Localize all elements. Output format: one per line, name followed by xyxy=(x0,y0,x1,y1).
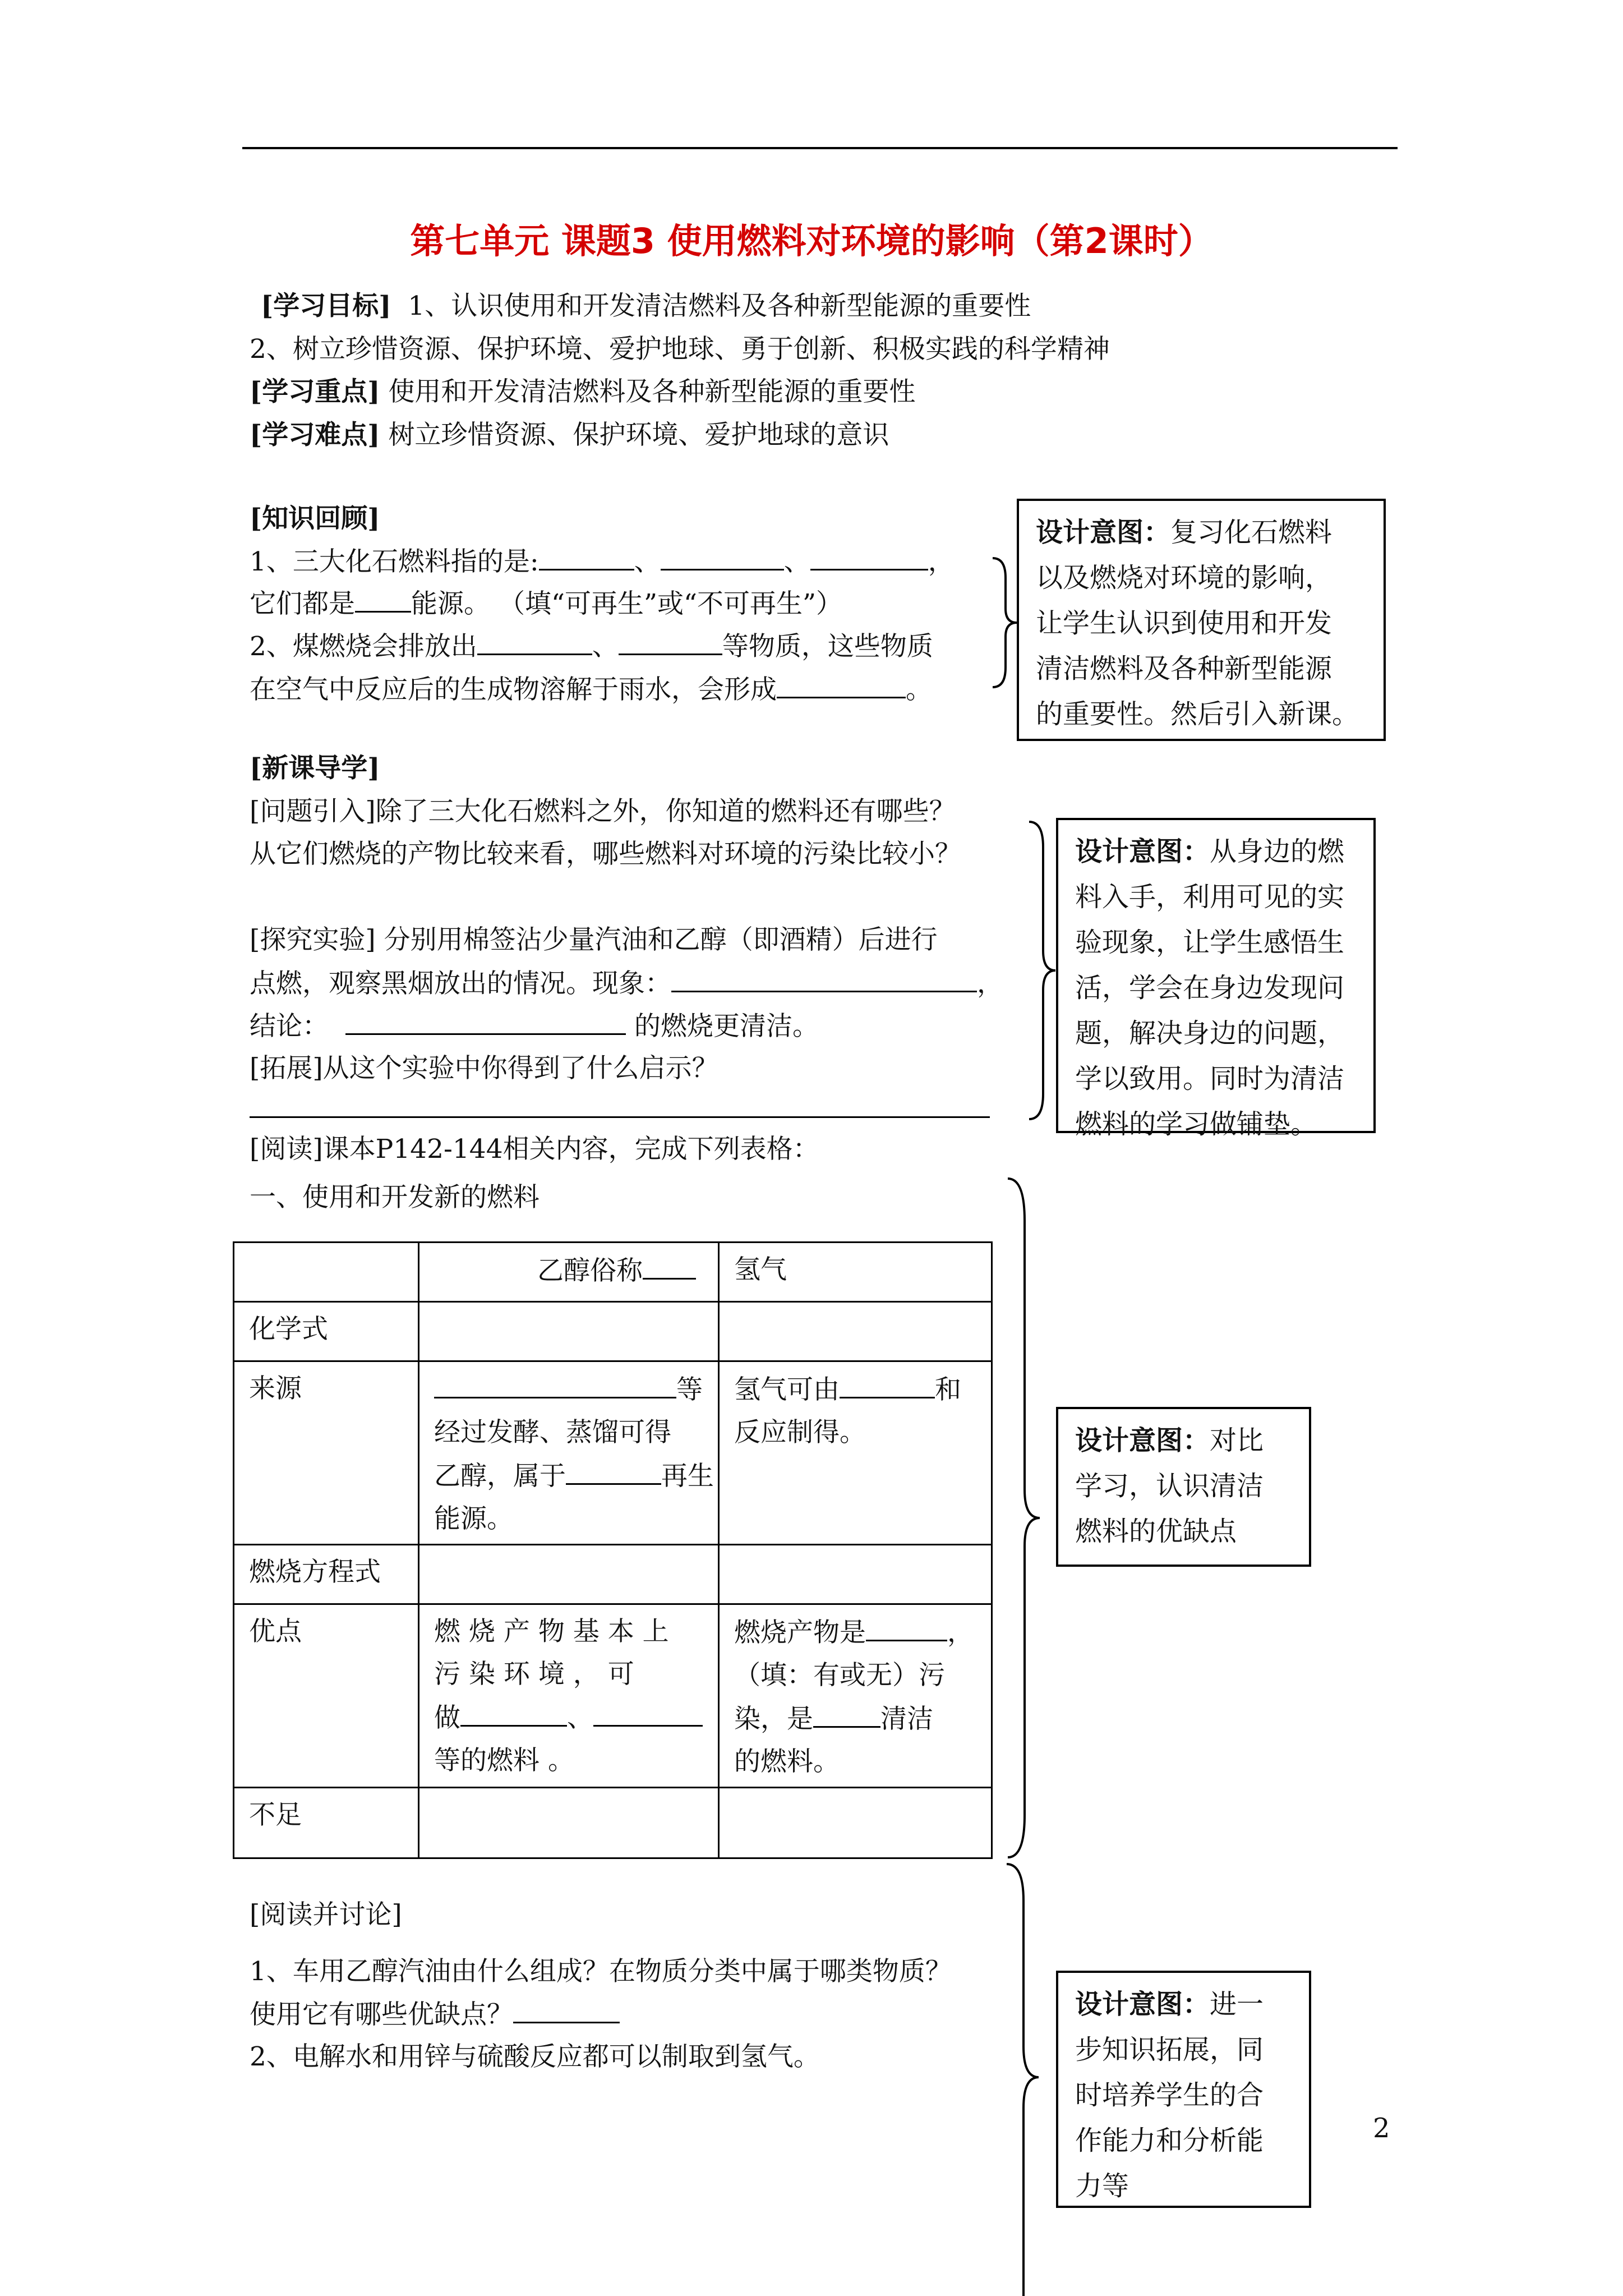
blank-ethanol-raw-material[interactable] xyxy=(434,1368,676,1398)
review-q2-text: 2、煤燃烧会排放出 xyxy=(250,631,477,662)
objectives-label: [学习目标] xyxy=(261,291,391,321)
design-intent-label: 设计意图： xyxy=(1075,836,1210,867)
design-intent-text: 的重要性。然后引入新课。 xyxy=(1036,698,1359,730)
design-intent-label: 设计意图： xyxy=(1036,517,1171,548)
separator: 、 xyxy=(634,546,661,577)
cell-text: 能源。 xyxy=(434,1503,513,1534)
blank-inspiration[interactable] xyxy=(250,1116,990,1118)
blank-fossil-fuel-1[interactable] xyxy=(539,540,634,570)
blank-acid-rain[interactable] xyxy=(777,668,906,698)
extension-line: [拓展]从这个实验中你得到了什么启示？ xyxy=(250,1053,718,1084)
table-header-text: 乙醇俗称 xyxy=(537,1255,643,1286)
intro-line-2: 从它们燃烧的产物比较来看，哪些燃料对环境的污染比较小？ xyxy=(250,839,961,869)
review-q2-line-a xyxy=(250,624,933,668)
design-intent-text: 清洁燃料及各种新型能源 xyxy=(1036,653,1332,684)
key-point-line xyxy=(250,370,915,413)
cell-text: （填：有或无）污 xyxy=(734,1660,945,1691)
cell-text: 等的燃料 。 xyxy=(434,1745,574,1776)
design-intent-text: 从身边的燃 xyxy=(1210,836,1345,867)
row-label-source: 来源 xyxy=(234,1361,419,1545)
new-lesson-heading: [新课导学] xyxy=(250,753,380,784)
design-intent-text: 作能力和分析能 xyxy=(1075,2125,1264,2156)
objective-line-2: 2、树立珍惜资源、保护环境、爱护地球、勇于创新、积极实践的科学精神 xyxy=(250,334,1110,365)
review-q2b-text: 在空气中反应后的生成物溶解于雨水，会形成 xyxy=(250,674,777,705)
row-label-formula: 化学式 xyxy=(234,1302,419,1361)
blank-fossil-fuel-3[interactable] xyxy=(810,540,928,570)
table-row xyxy=(234,1361,992,1545)
review-q1b-text: 它们都是 xyxy=(250,588,355,619)
design-intent-text: 进一 xyxy=(1210,1989,1264,2020)
conclusion-label: 结论： xyxy=(250,1011,329,1042)
review-q1-text: 1、三大化石燃料指的是: xyxy=(250,546,539,577)
separator: 、 xyxy=(592,631,619,662)
experiment-line-3 xyxy=(250,1004,819,1048)
row-label-shortcoming: 不足 xyxy=(234,1788,419,1858)
cell-text: 乙醇，属于 xyxy=(434,1461,566,1492)
conclusion-tail: 的燃烧更清洁。 xyxy=(626,1011,819,1042)
blank-emission-2[interactable] xyxy=(619,624,722,655)
separator: 。 xyxy=(906,674,932,705)
page-number: 2 xyxy=(1373,2113,1390,2144)
review-heading: [知识回顾] xyxy=(250,503,380,534)
cell-text: 染，是 xyxy=(734,1704,813,1734)
cell-source-ethanol xyxy=(419,1361,719,1545)
brace-4 xyxy=(1004,1861,1043,2296)
cell-text: 等 xyxy=(676,1374,703,1405)
discussion-q1-line-a: 1、车用乙醇汽油由什么组成？在物质分类中属于哪类物质？ xyxy=(250,1956,952,1987)
cell-text: 氢气可由 xyxy=(734,1374,840,1405)
design-intent-text: 时培养学生的合 xyxy=(1075,2079,1264,2111)
cell-text: 反应制得。 xyxy=(734,1417,866,1448)
table-row xyxy=(234,1545,992,1604)
cell-text: 、 xyxy=(567,1703,593,1733)
cell-advantage-hydrogen xyxy=(719,1604,992,1788)
review-q1-line-a xyxy=(250,540,955,583)
brace-3 xyxy=(1005,1176,1044,1860)
cell-text: 做 xyxy=(434,1703,460,1733)
row-label-equation: 燃烧方程式 xyxy=(234,1545,419,1604)
design-intent-label: 设计意图： xyxy=(1075,1989,1210,2020)
cell-text: 经过发酵、蒸馏可得 xyxy=(434,1417,671,1448)
discussion-q1b-text: 使用它有哪些优缺点？ xyxy=(250,1999,513,2030)
design-intent-text: 对比 xyxy=(1210,1425,1264,1456)
key-point-text: 使用和开发清洁燃料及各种新型能源的重要性 xyxy=(388,376,916,407)
table-row xyxy=(234,1788,992,1858)
blank-phenomenon[interactable] xyxy=(671,961,977,992)
objective-line-1 xyxy=(261,284,1031,328)
experiment-line-2 xyxy=(250,961,1003,1005)
separator: ， xyxy=(977,968,1003,999)
cell-formula-hydrogen[interactable] xyxy=(719,1302,992,1361)
table-header-hydrogen: 氢气 xyxy=(719,1243,992,1302)
design-intent-text: 步知识拓展，同 xyxy=(1075,2034,1264,2065)
design-intent-text: 让学生认识到使用和开发 xyxy=(1036,608,1332,639)
review-q1b-tail: 能源。 （填“可再生”或“不可再生”） xyxy=(411,588,843,619)
cell-text: 再生 xyxy=(661,1461,714,1492)
review-q2-tail: 等物质，这些物质 xyxy=(722,631,933,662)
table-row xyxy=(234,1302,992,1361)
blank-emission-1[interactable] xyxy=(477,624,592,655)
brace-2 xyxy=(1026,819,1060,1122)
table-header-ethanol xyxy=(419,1243,719,1302)
design-intent-text: 燃料的学习做铺垫。 xyxy=(1075,1108,1318,1140)
cell-text: 的燃料。 xyxy=(734,1746,840,1777)
cell-source-hydrogen xyxy=(719,1361,992,1545)
design-intent-text: 活，学会在身边发现问 xyxy=(1075,972,1345,1004)
design-intent-box-3 xyxy=(1056,1407,1311,1567)
difficulty-label: [学习难点] xyxy=(250,420,380,450)
blank-conclusion[interactable] xyxy=(345,1004,626,1035)
header-rule xyxy=(242,147,1398,149)
design-intent-text: 题，解决身边的问题， xyxy=(1075,1018,1345,1049)
row-label-advantage: 优点 xyxy=(234,1604,419,1788)
table-row xyxy=(234,1243,992,1302)
blank-pros-cons[interactable] xyxy=(513,1993,620,2023)
blank-fuel-use-1[interactable] xyxy=(460,1696,567,1727)
blank-renewable[interactable] xyxy=(566,1454,661,1485)
experiment-phenomenon-text: 点燃，观察黑烟放出的情况。现象： xyxy=(250,968,671,999)
design-intent-box-2 xyxy=(1056,818,1376,1140)
intro-line-1: [问题引入]除了三大化石燃料之外，你知道的燃料还有哪些？ xyxy=(250,796,956,827)
cell-text: 燃烧产物是 xyxy=(734,1617,866,1648)
discussion-q2-line: 2、电解水和用锌与硫酸反应都可以制取到氢气。 xyxy=(250,2041,820,2072)
table-row xyxy=(234,1604,992,1788)
blank-fossil-fuel-2[interactable] xyxy=(661,540,784,570)
review-q1-line-b xyxy=(250,582,842,625)
cell-text: 清洁 xyxy=(880,1704,933,1734)
key-point-label: [学习重点] xyxy=(250,376,380,407)
separator: ， xyxy=(928,546,955,577)
design-intent-text: 力等 xyxy=(1075,2170,1129,2202)
blank-hydrogen-product[interactable] xyxy=(866,1611,947,1641)
design-intent-box-4 xyxy=(1056,1971,1311,2208)
fuel-comparison-table xyxy=(233,1241,993,1859)
design-intent-box-1 xyxy=(1017,499,1386,741)
design-intent-text: 验现象，让学生感悟生 xyxy=(1075,927,1345,958)
objective-1-text: 1、认识使用和开发清洁燃料及各种新型能源的重要性 xyxy=(408,291,1031,321)
cell-shortcoming-hydrogen[interactable] xyxy=(719,1788,992,1858)
cell-equation-ethanol[interactable] xyxy=(419,1545,719,1604)
difficulty-line xyxy=(250,413,889,457)
cell-shortcoming-ethanol[interactable] xyxy=(419,1788,719,1858)
cell-formula-ethanol[interactable] xyxy=(419,1302,719,1361)
discussion-heading: [阅读并讨论] xyxy=(250,1899,402,1930)
cell-text: 和 xyxy=(935,1374,961,1405)
design-intent-text: 料入手，利用可见的实 xyxy=(1075,881,1345,913)
experiment-line-1: [探究实验] 分别用棉签沾少量汽油和乙醇（即酒精）后进行 xyxy=(250,924,938,955)
design-intent-label: 设计意图： xyxy=(1075,1425,1210,1456)
cell-text: 燃 烧 产 物 基 本 上 xyxy=(434,1616,669,1647)
design-intent-text: 燃料的优缺点 xyxy=(1075,1516,1237,1547)
design-intent-text: 以及燃烧对环境的影响， xyxy=(1036,562,1332,593)
discussion-q1-line-b xyxy=(250,1993,620,2036)
blank-ethanol-common-name[interactable] xyxy=(643,1249,696,1280)
reading-line: [阅读]课本P142-144相关内容，完成下列表格： xyxy=(250,1134,819,1165)
design-intent-text: 复习化石燃料 xyxy=(1170,517,1332,548)
section-heading: 一、使用和开发新的燃料 xyxy=(250,1182,540,1213)
design-intent-text: 学习，认识清洁 xyxy=(1075,1470,1264,1502)
difficulty-text: 树立珍惜资源、保护环境、爱护地球的意识 xyxy=(388,420,889,450)
cell-equation-hydrogen[interactable] xyxy=(719,1545,992,1604)
page-title: 第七单元 课题3 使用燃料对环境的影响（第2课时） xyxy=(410,220,1213,261)
cell-text: ， xyxy=(947,1617,974,1648)
cell-advantage-ethanol xyxy=(419,1604,719,1788)
separator: 、 xyxy=(783,546,810,577)
blank-energy-type[interactable] xyxy=(355,582,411,613)
table-cell xyxy=(234,1243,419,1302)
design-intent-text: 学以致用。同时为清洁 xyxy=(1075,1063,1345,1094)
review-q2-line-b xyxy=(250,668,932,711)
cell-text: 污 染 环 境 ， 可 xyxy=(434,1659,634,1690)
blank-hydrogen-clean[interactable] xyxy=(813,1697,880,1728)
blank-fuel-use-2[interactable] xyxy=(593,1696,703,1727)
blank-hydrogen-reactant[interactable] xyxy=(840,1368,935,1398)
